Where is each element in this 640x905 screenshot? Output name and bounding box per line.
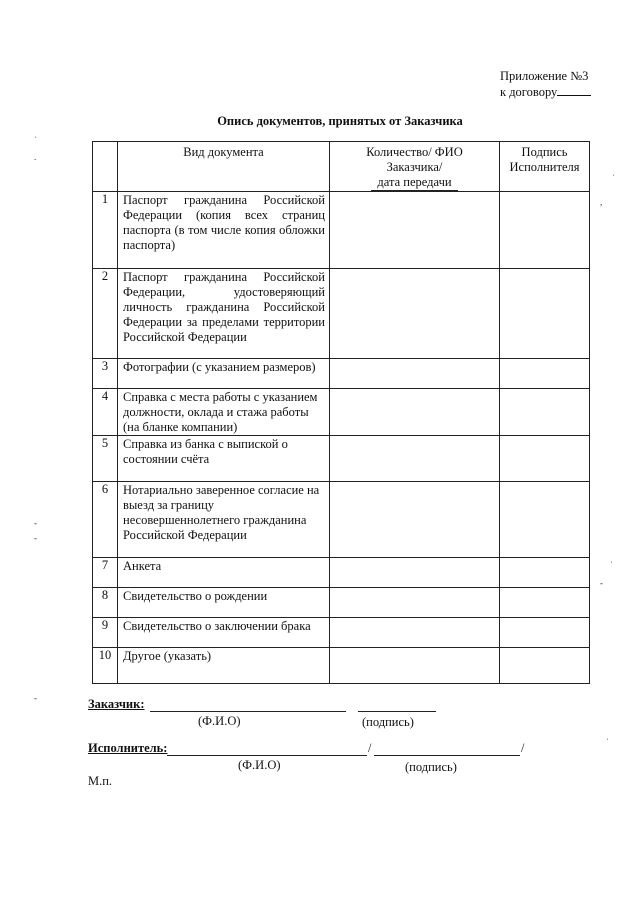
table-row [93,558,590,588]
row-document-type: Паспорт гражданина Российской Федерации, удостоверяющий личность гражданина Российской Федерации за пределами территории Российской Федерации [118,269,330,359]
scan-speck: - [34,518,37,528]
appendix-number: Приложение №3 [500,69,589,83]
row-number: 7 [93,558,118,588]
table-row [93,436,590,482]
row-signature-cell[interactable] [500,482,590,558]
row-quantity-cell[interactable] [330,558,500,588]
row-number: 3 [93,359,118,389]
customer-label: Заказчик: [88,697,145,711]
row-document-type: Другое (указать) [118,648,330,684]
scan-speck: , [600,197,603,207]
scan-speck: - [600,578,603,588]
table-header-row [93,142,590,192]
row-quantity-cell[interactable] [330,648,500,684]
scan-speck: ˈ [612,173,615,183]
row-document-type: Паспорт гражданина Российской Федерации (копия всех страниц паспорта (в том числе копия обложки паспорта) [118,192,330,269]
row-signature-cell[interactable] [500,618,590,648]
table-row [93,588,590,618]
contract-reference: к договору [500,84,591,100]
row-quantity-cell[interactable] [330,482,500,558]
row-quantity-cell[interactable] [330,192,500,269]
customer-fio-line[interactable] [150,711,346,712]
row-signature-cell[interactable] [500,558,590,588]
row-document-type: Свидетельство о заключении брака [118,618,330,648]
scan-speck: - [34,693,37,703]
row-document-type: Нотариально заверенное согласие на выезд за границу несовершеннолетнего гражданина Российской Федерации [118,482,330,558]
stamp-place: М.п. [88,774,113,788]
table-row [93,192,590,269]
scan-speck: . [34,152,37,162]
header-date: дата передачи [371,175,457,191]
table-row [93,648,590,684]
header-signature: Подпись Исполнителя [500,142,590,192]
row-quantity-cell[interactable] [330,436,500,482]
contract-number-blank[interactable] [557,84,591,96]
row-quantity-cell[interactable] [330,618,500,648]
executor-fio-line[interactable] [167,755,367,756]
appendix-reference [500,68,591,100]
row-document-type: Свидетельство о рождении [118,588,330,618]
documents-table [92,141,590,684]
table-row [93,389,590,436]
header-num-cell [93,142,118,192]
row-quantity-cell[interactable] [330,588,500,618]
table-row [93,482,590,558]
row-number: 8 [93,588,118,618]
row-number: 5 [93,436,118,482]
row-number: 10 [93,648,118,684]
row-number: 6 [93,482,118,558]
row-document-type: Справка из банка с выпиской о состоянии счёта [118,436,330,482]
row-signature-cell[interactable] [500,389,590,436]
customer-sign-caption: (подпись) [362,715,414,729]
scan-speck: - [34,533,37,543]
row-document-type: Фотографии (с указанием размеров) [118,359,330,389]
row-signature-cell[interactable] [500,436,590,482]
executor-sign-line[interactable] [374,755,520,756]
row-signature-cell[interactable] [500,359,590,389]
row-document-type: Справка с места работы с указанием должности, оклада и стажа работы (на бланке компании) [118,389,330,436]
executor-separator-end: / [521,741,525,755]
row-number: 4 [93,389,118,436]
row-signature-cell[interactable] [500,588,590,618]
row-quantity-cell[interactable] [330,359,500,389]
executor-separator: / [368,741,372,755]
scan-speck: ˈ [34,135,37,145]
executor-sign-caption: (подпись) [405,760,457,774]
scan-speck: ˈ [610,560,613,570]
customer-sign-line[interactable] [358,711,436,712]
executor-label: Исполнитель: [88,741,168,755]
row-quantity-cell[interactable] [330,389,500,436]
row-number: 9 [93,618,118,648]
customer-fio-caption: (Ф.И.О) [198,714,241,728]
table-row [93,618,590,648]
row-number: 1 [93,192,118,269]
table-row [93,269,590,359]
page-title: Опись документов, принятых от Заказчика [217,114,463,128]
executor-fio-caption: (Ф.И.О) [238,758,281,772]
header-doc-type: Вид документа [118,142,330,192]
header-quantity: Количество/ ФИО Заказчика/ дата передачи [330,142,500,192]
row-number: 2 [93,269,118,359]
scan-speck: ˈ [606,737,609,747]
row-quantity-cell[interactable] [330,269,500,359]
row-signature-cell[interactable] [500,192,590,269]
row-signature-cell[interactable] [500,648,590,684]
table-row [93,359,590,389]
row-signature-cell[interactable] [500,269,590,359]
row-document-type: Анкета [118,558,330,588]
